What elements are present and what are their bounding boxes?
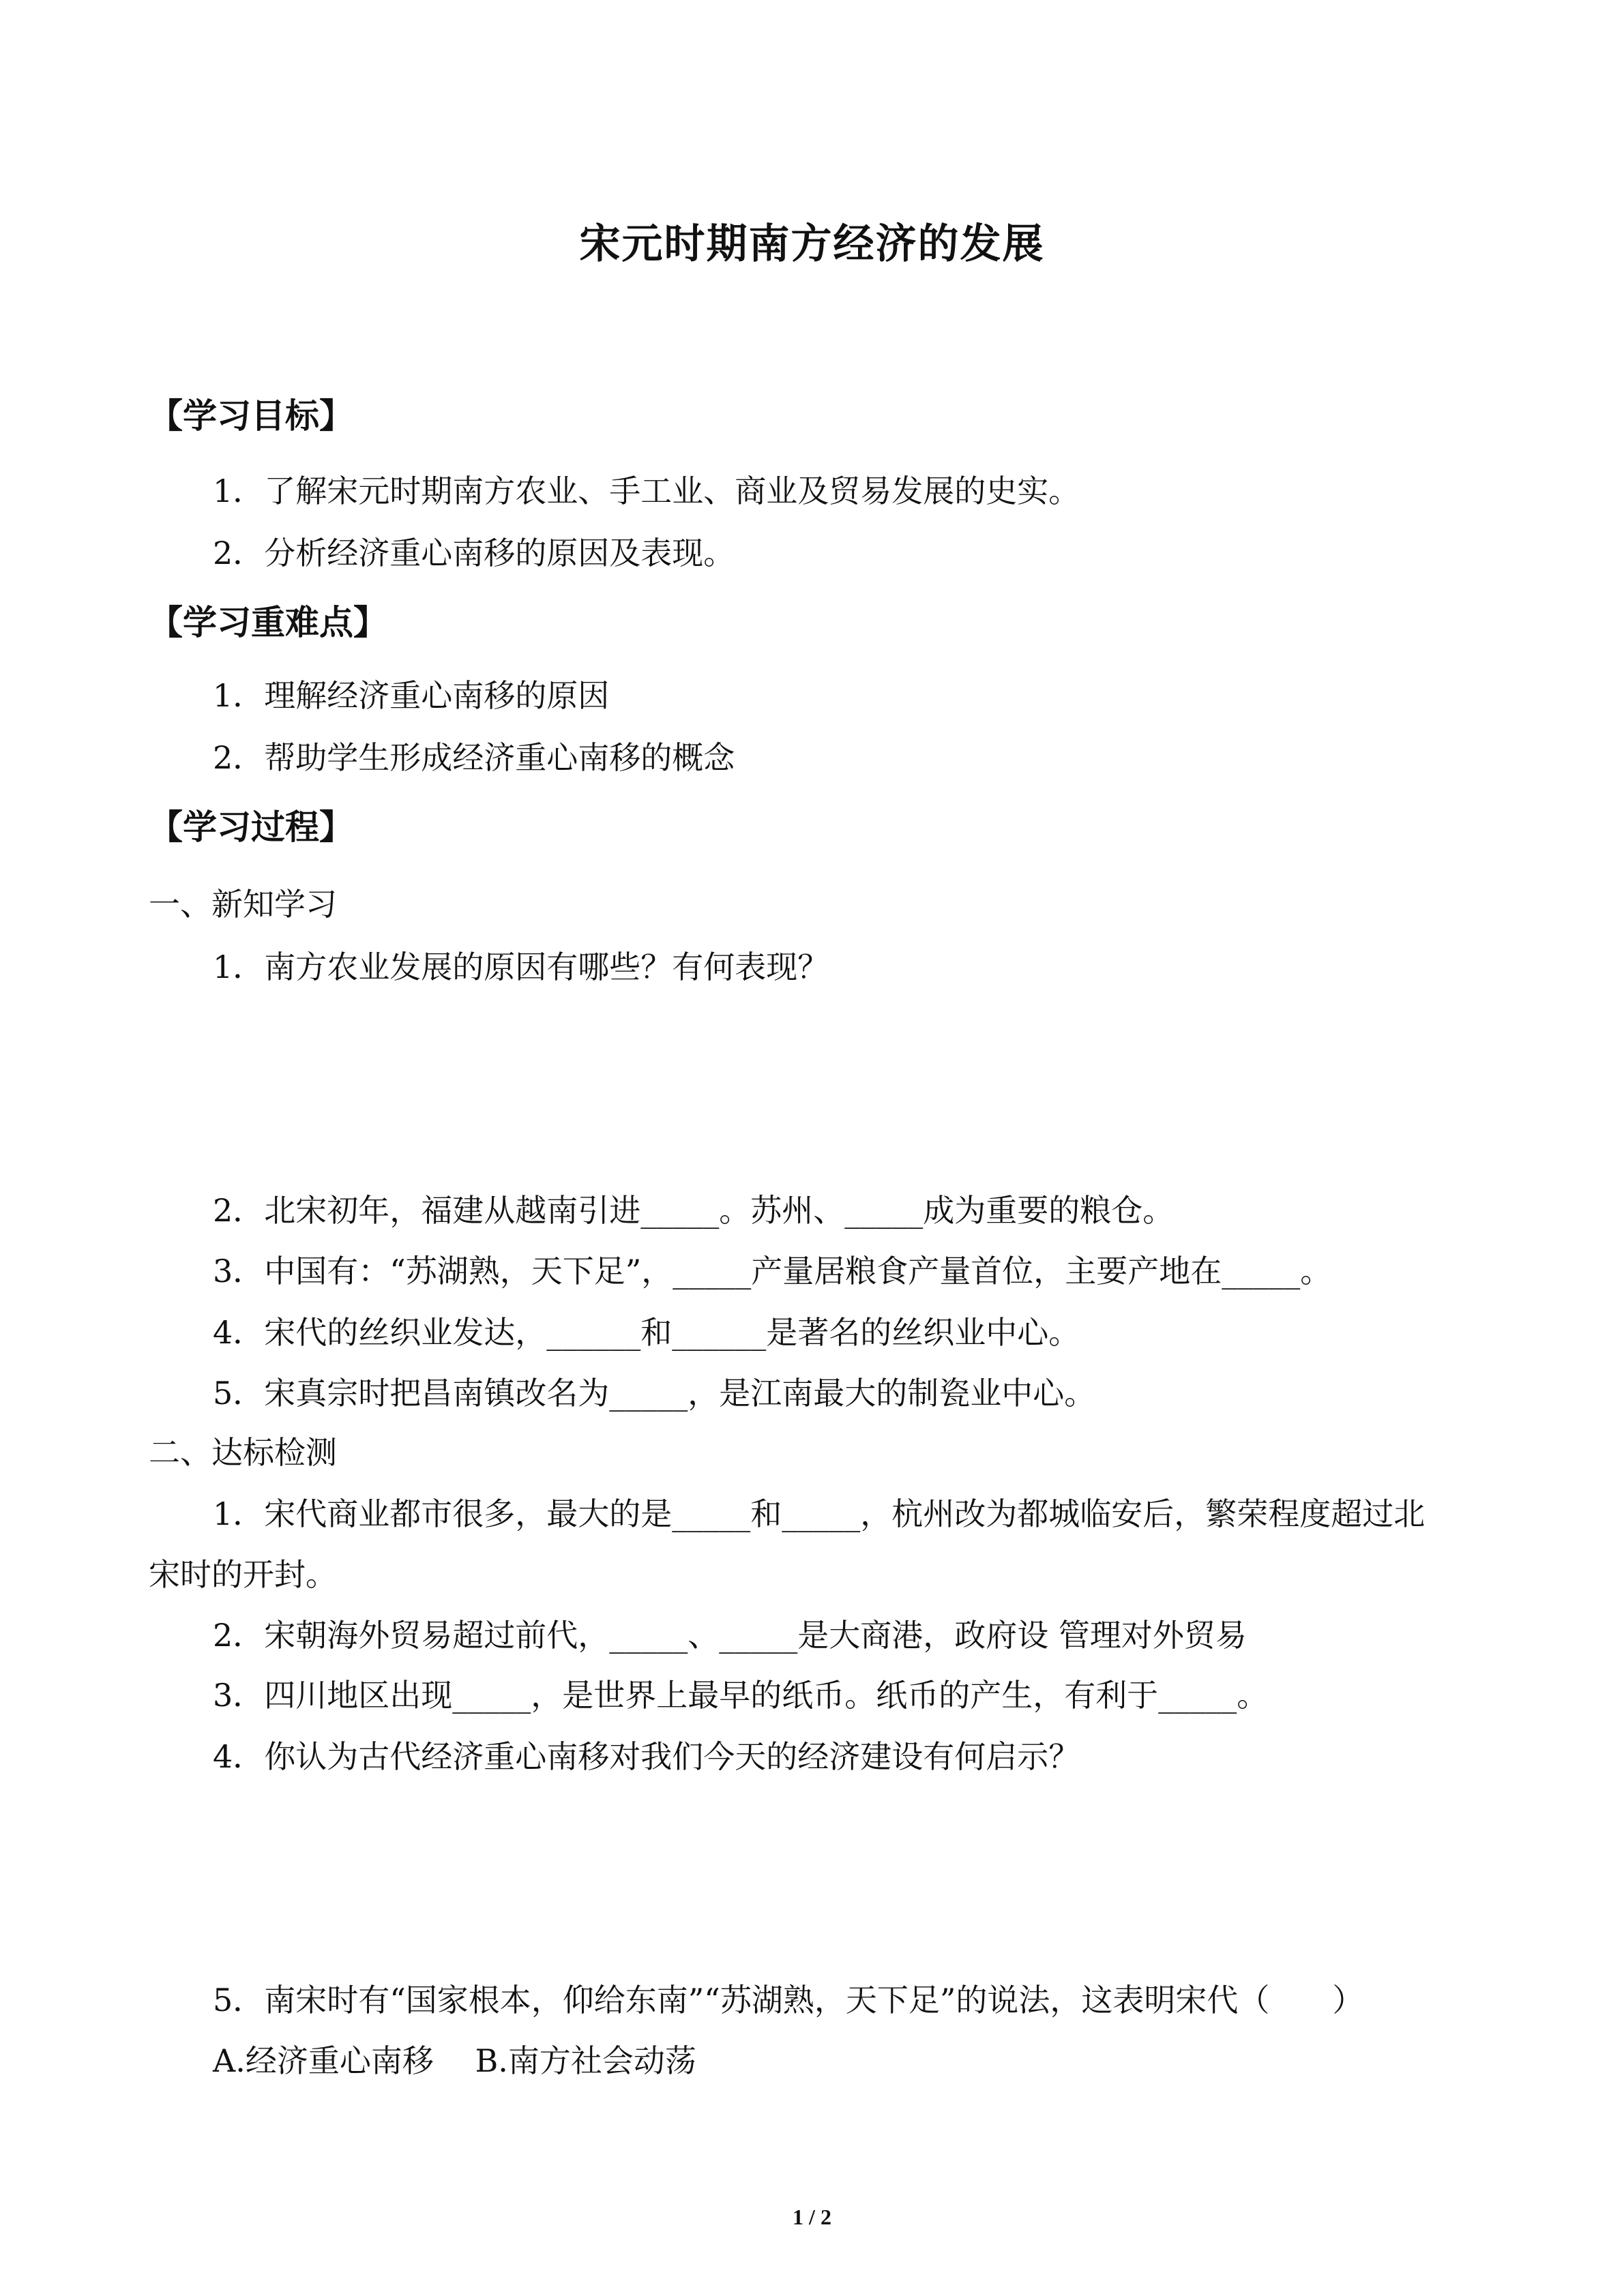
- part1-item-4: 4．宋代的丝织业发达，______和______是著名的丝织业中心。: [213, 1314, 1080, 1351]
- page-number: 1 / 2: [793, 2205, 831, 2229]
- part1-item-2: 2．北宋初年，福建从越南引进_____。苏州、_____成为重要的粮仓。: [213, 1192, 1175, 1229]
- part2-item-4: 4．你认为古代经济重心南移对我们今天的经济建设有何启示？: [213, 1738, 1080, 1775]
- part2-item-3: 3．四川地区出现_____，是世界上最早的纸币。纸币的产生，有利于_____。: [213, 1677, 1269, 1714]
- part2-item-5-options: A.经济重心南移 B.南方社会动荡: [213, 2042, 696, 2079]
- part1-item-3: 3．中国有：“苏湖熟，天下足”，_____产量居粮食产量首位，主要产地在_____。: [213, 1253, 1332, 1289]
- part2-item-1-continued: 宋时的开封。: [149, 1556, 337, 1593]
- part1-item-1: 1．南方农业发展的原因有哪些？有何表现？: [213, 949, 829, 985]
- part2-item-5: 5．南宋时有“国家根本，仰给东南”“苏湖熟，天下足”的说法，这表明宋代（ ）: [213, 1982, 1364, 2018]
- document-title: 宋元时期南方经济的发展: [579, 220, 1045, 268]
- key-point-item-2: 2．帮助学生形成经济重心南移的概念: [213, 739, 735, 776]
- objective-item-2: 2．分析经济重心南移的原因及表现。: [213, 535, 735, 571]
- section-heading-process: 【学习过程】: [149, 807, 353, 847]
- section-heading-objectives: 【学习目标】: [149, 396, 353, 436]
- part1-heading: 一、新知学习: [149, 886, 337, 923]
- part2-item-1: 1．宋代商业都市很多，最大的是_____和_____，杭州改为都城临安后，繁荣程度超过北: [213, 1495, 1426, 1532]
- part2-item-2: 2．宋朝海外贸易超过前代，_____、_____是大商港，政府设 管理对外贸易: [213, 1617, 1247, 1654]
- objective-item-1: 1．了解宋元时期南方农业、手工业、商业及贸易发展的史实。: [213, 473, 1080, 509]
- part2-heading: 二、达标检测: [149, 1434, 337, 1471]
- key-point-item-1: 1．理解经济重心南移的原因: [213, 677, 610, 714]
- section-heading-key-points: 【学习重难点】: [149, 602, 387, 642]
- part1-item-5: 5．宋真宗时把昌南镇改名为_____，是江南最大的制瓷业中心。: [213, 1375, 1096, 1412]
